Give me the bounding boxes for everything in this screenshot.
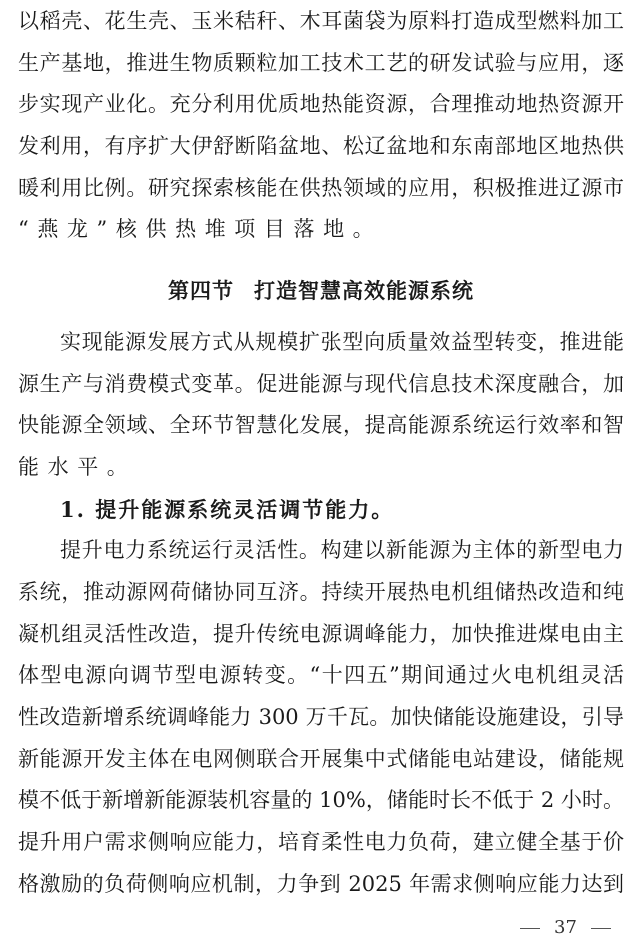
subheading: 1. 提升能源系统灵活调节能力。 [60, 496, 395, 522]
text-line: 源生产与消费模式变革。促进能源与现代信息技术深度融合，加 [18, 371, 624, 396]
text-line: 凝机组灵活性改造，提升传统电源调峰能力，加快推进煤电由主 [18, 621, 624, 646]
text-line: 快能源全领域、全环节智慧化发展，提高能源系统运行效率和智 [18, 413, 624, 438]
text-line: “燕龙”核供热堆项目落地。 [18, 217, 383, 242]
text-line: 提升用户需求侧响应能力，培育柔性电力负荷，建立健全基于价 [18, 830, 624, 855]
page-footer [520, 912, 630, 944]
text-line: 能水平。 [18, 454, 137, 479]
text-line: 实现能源发展方式从规模扩张型向质量效益型转变，推进能 [60, 329, 624, 354]
text-line: 系统，推动源网荷储协同互济。持续开展热电机组储热改造和纯 [18, 579, 624, 604]
text-line: 暖利用比例。研究探索核能在供热领域的应用，积极推进辽源市 [18, 175, 624, 200]
dash-right [591, 928, 611, 929]
text-line: 体型电源向调节型电源转变。“十四五”期间通过火电机组灵活 [18, 663, 624, 688]
text-line: 格激励的负荷侧响应机制，力争到 2025 年需求侧响应能力达到 [18, 871, 624, 896]
page-number: 37 [554, 917, 577, 938]
section-heading [18, 270, 624, 312]
text-line: 性改造新增系统调峰能力 300 万千瓦。加快储能设施建设，引导 [18, 705, 624, 729]
text-line: 步实现产业化。充分利用优质地热能资源，合理推动地热资源开 [18, 92, 624, 117]
text-line: 提升电力系统运行灵活性。构建以新能源为主体的新型电力 [60, 538, 624, 563]
section-title: 打造智慧高效能源系统 [254, 278, 474, 304]
paragraph-intro [18, 322, 624, 489]
paragraph-flexibility [18, 530, 624, 905]
document-page [18, 1, 624, 905]
paragraph-biomass-geothermal [18, 1, 624, 251]
dash-left [520, 928, 540, 929]
text-line: 发利用，有序扩大伊舒断陷盆地、松辽盆地和东南部地区地热供 [18, 134, 624, 159]
text-line: 以稻壳、花生壳、玉米秸秆、木耳菌袋为原料打造成型燃料加工 [18, 9, 624, 33]
text-line: 模不低于新增新能源装机容量的 10%，储能时长不低于 2 小时。 [18, 788, 624, 813]
section-number: 第四节 [168, 278, 234, 304]
text-line: 新能源开发主体在电网侧联合开展集中式储能电站建设，储能规 [18, 746, 624, 771]
text-line: 生产基地，推进生物质颗粒加工技术工艺的研发试验与应用，逐 [18, 50, 624, 75]
